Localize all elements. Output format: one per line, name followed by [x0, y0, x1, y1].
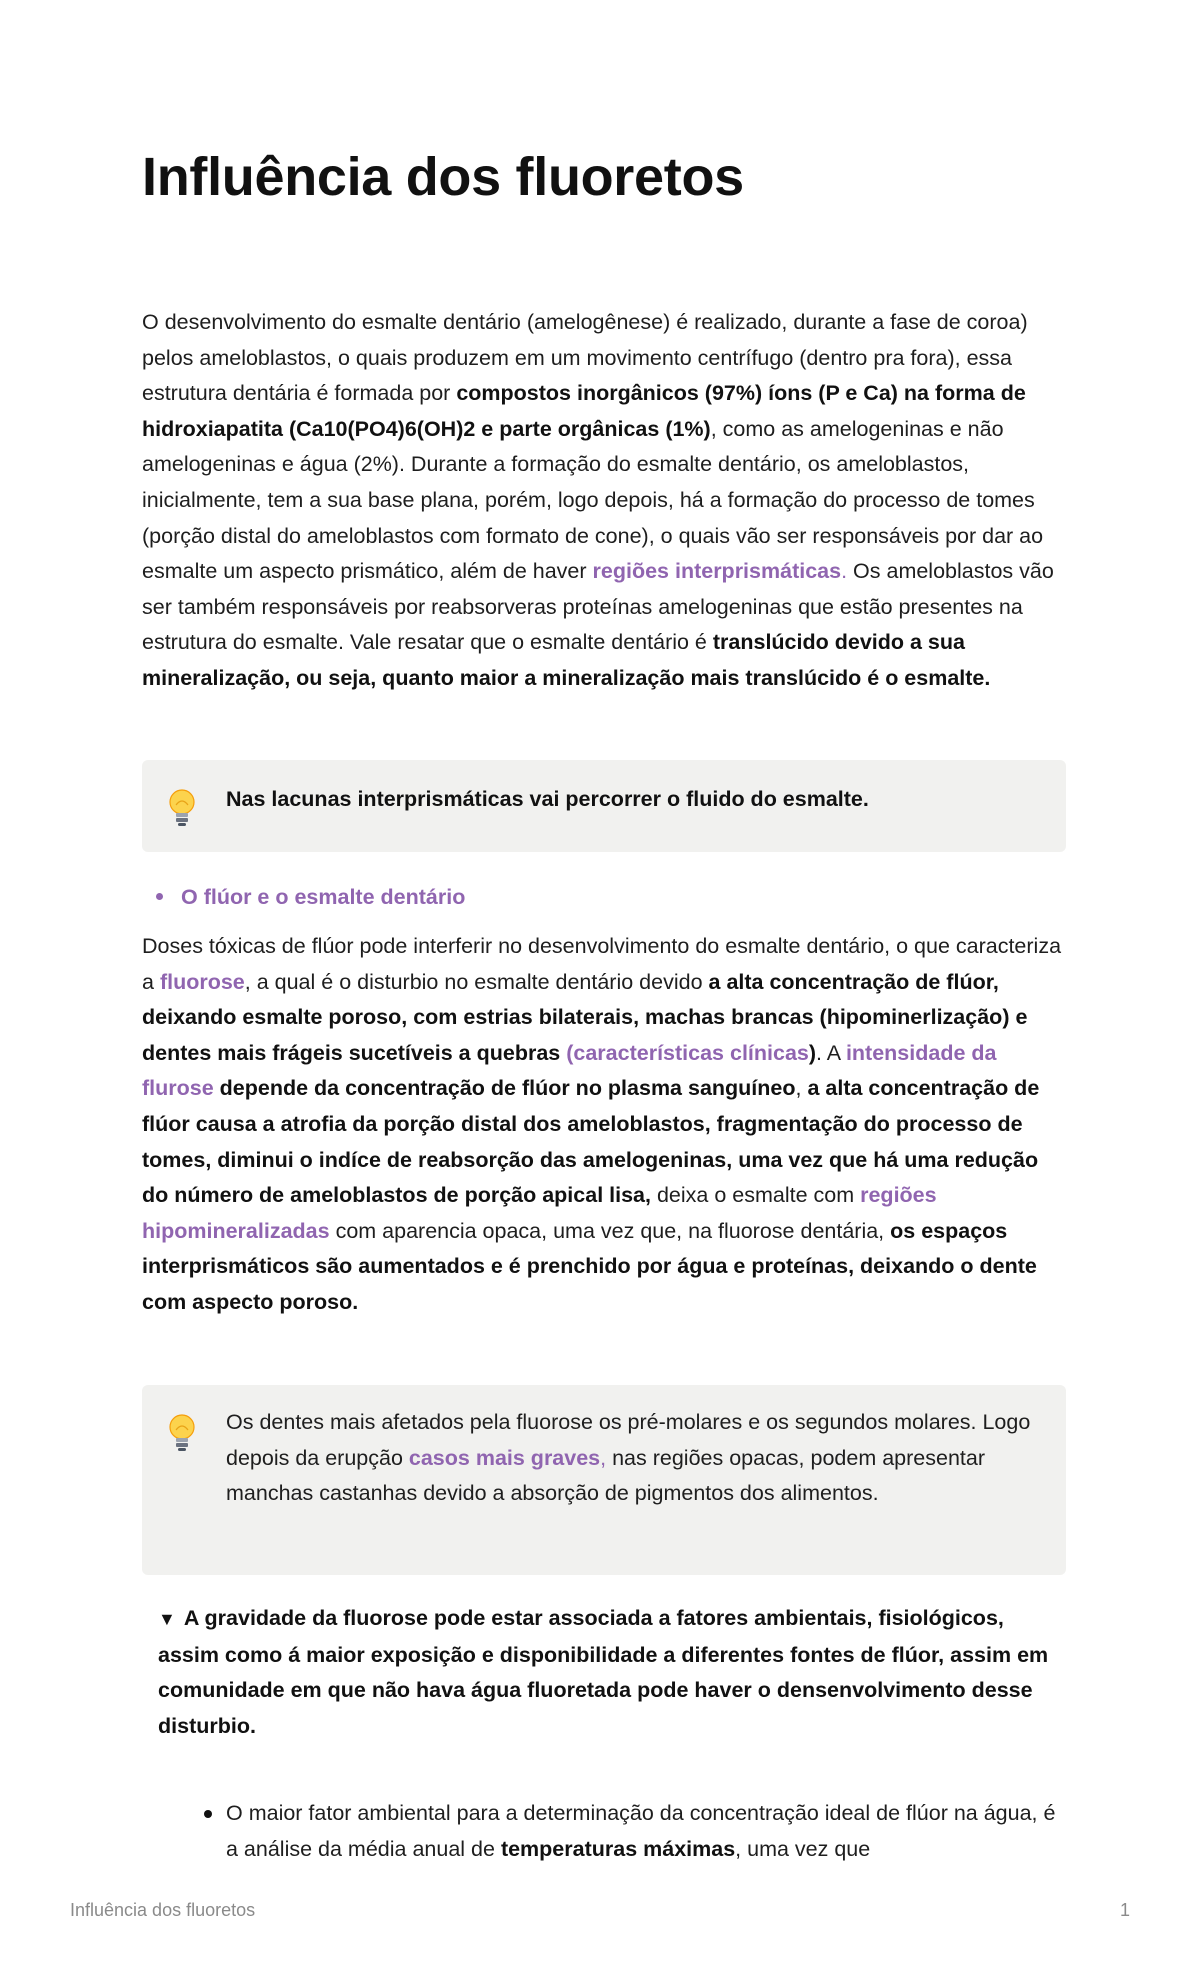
highlight-text: (características clínicas [566, 1040, 809, 1065]
bold-text: os espaços interprismáticos são aumentados e é prenchido por água e proteínas, deixando o dente com aspecto poroso. [142, 1218, 1037, 1314]
text-span: Os ameloblastos vão ser também responsáveis por reabsorveras proteínas amelogeninas que estão presentes na estrutura do esmalte. Vale resatar que o esmalte dentário é [142, 559, 1054, 655]
highlight-text: fluorose [159, 969, 245, 994]
text-span: deixa o esmalte com [650, 1183, 861, 1208]
text-span: Os dentes mais afetados pela fluorose os pré-molares e os segundos molares. Logo depois da erupção [226, 1410, 1031, 1470]
bold-text: depende da concentração de flúor no plasma sanguíneo [213, 1076, 796, 1101]
toggle-triangle-icon[interactable]: ▼ [158, 1609, 176, 1629]
highlight-text: intensidade da flurose [142, 1040, 997, 1101]
list-item [156, 880, 465, 916]
text-span: , como as amelogeninas e não amelogeninas e água (2%). Durante a formação do esmalte dentário, os ameloblastos, inicialmente, tem a sua base plana, porém, logo depois, há a formação do processo de tomes (porção distal do ameloblastos com formato de cone), o quais vão ser responsáveis por dar ao esmalte um aspecto prismático, além de haver [142, 416, 1044, 584]
highlight-text: regiões hipomineralizadas [142, 1183, 937, 1243]
callout-box [142, 760, 1066, 852]
highlight-text: casos mais graves [408, 1445, 601, 1470]
bold-text: temperaturas máximas [500, 1836, 736, 1861]
bold-text: translúcido devido a sua mineralização, ou seja, quanto maior a mineralização mais translúcido é o esmalte. [142, 630, 991, 690]
text-span: Doses tóxicas de flúor pode interferir no desenvolvimento do esmalte dentário, o que caracteriza a [142, 934, 1062, 994]
text-span: com aparencia opaca, uma vez que, na fluorose dentária, [329, 1218, 891, 1243]
text-span: nas regiões opacas, podem apresentar manchas castanhas devido a absorção de pigmentos dos alimentos. [226, 1445, 985, 1506]
lightbulb-icon [164, 1412, 200, 1456]
paragraph-amelogenese [142, 305, 1066, 697]
highlight-text: regiões interprismáticas [592, 559, 842, 584]
list-item-label: O flúor e o esmalte dentário [181, 885, 466, 909]
page-title: Influência dos fluoretos [142, 147, 744, 207]
bullet-dot-icon [156, 893, 163, 900]
highlight-punct: . [841, 559, 848, 584]
bold-text: a alta concentração de flúor causa a atrofia da porção distal dos ameloblastos, fragmentação do processo de tomes, diminui o indíce de reabsorção das amelogeninas, uma vez que há uma redução do número de ameloblastos de porção apical lisa, [142, 1076, 1040, 1208]
text-span: O maior fator ambiental para a determinação da concentração ideal de flúor na água, é a análise da média anual de [226, 1801, 1056, 1861]
text-span: O desenvolvimento do esmalte dentário (amelogênese) é realizado, durante a fase de coroa) pelos ameloblastos, o quais produzem em um movimento centrífugo (dentro pra fora), essa estrutura dentária é formada por [142, 310, 1028, 406]
text-span: . A [816, 1040, 846, 1065]
bold-text: a alta concentração de flúor, deixando esmalte poroso, com estrias bilaterais, machas brancas (hipominerlização) e dentes mais frágeis sucetíveis a quebras [142, 969, 1028, 1065]
toggle-block[interactable] [158, 1601, 1058, 1744]
bullet-dot-icon [204, 1810, 212, 1818]
paragraph-fluorose [142, 929, 1066, 1321]
toggle-label: A gravidade da fluorose pode estar associada a fatores ambientais, fisiológicos, assim como á maior exposição e disponibilidade a diferentes fontes de flúor, assim em comunidade em que não hava água fluoretada pode haver o densenvolvimento desse disturbio. [158, 1606, 1049, 1738]
highlight-punct: , [600, 1445, 607, 1470]
footer-title: Influência dos fluoretos [70, 1900, 256, 1920]
callout-text: Nas lacunas interprismáticas vai percorrer o fluido do esmalte. [226, 787, 869, 811]
bold-text: ) [808, 1040, 817, 1065]
list-item [226, 1796, 1062, 1867]
page-number: 1 [1119, 1900, 1130, 1920]
text-span: , a qual é o disturbio no esmalte dentário devido [244, 969, 709, 994]
callout-text [226, 1405, 1042, 1512]
text-span: , uma vez que [735, 1836, 871, 1861]
bold-text: compostos inorgânicos (97%) íons (P e Ca) na forma de hidroxiapatita (Ca10(PO4)6(OH)2 e parte orgânicas (1%) [142, 381, 1026, 441]
callout-box [142, 1385, 1066, 1575]
lightbulb-icon [164, 787, 200, 831]
text-span: , [795, 1076, 808, 1101]
